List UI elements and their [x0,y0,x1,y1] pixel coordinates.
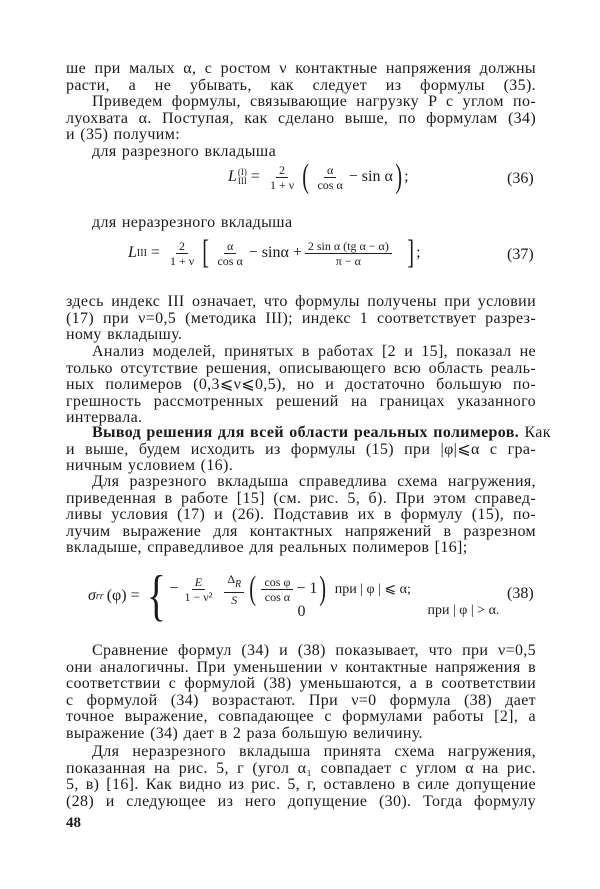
condition: при | φ | > α. [427,602,500,618]
text-line: Сравнение формул (34) и (38) показывает, что при ν=0,5 [92,642,536,659]
denominator: π − α [335,253,361,268]
formula-tail: ; [404,168,409,185]
cases [170,572,500,621]
paren-close: ) [395,158,402,195]
text-line: и выше, будем исходить из формулы (15) при |φ|⩽α с гра- [66,440,536,458]
formula-term: 0 [297,602,306,620]
formula-symbol: L [128,244,137,261]
formula-sub: III [136,247,147,259]
text-line: интервала. [66,409,143,427]
text-line: ных полимеров (0,3⩽ν⩽0,5), но и достаточно большую по- [66,376,536,394]
formula-eq: = [150,244,160,261]
text-line: 5, в) [16]. Как видно из рис. 5, г, оставлено в силе допущение [66,776,536,794]
fraction [224,572,244,607]
numerator: 2 [276,163,288,178]
page-number: 48 [66,815,81,831]
equation-number: (36) [507,170,534,187]
text-line: они аналогичны. При уменьшении ν контактные напряжения в [66,658,536,676]
text-line: луохвата α. Поступая, как сделано выше, по формулам (34) [66,109,536,127]
numerator: cos φ [261,575,293,590]
text-line: показанная на рис. 5, г (угол α₁ совпадает с углом α на рис. [66,759,536,777]
formula-38 [88,565,500,627]
case-2 [170,603,500,621]
denominator: 1 + ν [269,177,295,192]
text-line: для разрезного вкладыша [92,143,277,160]
brace: { [146,565,166,627]
formula-indices [238,168,247,186]
text-line: приведенная в работе [15] (см. рис. 5, б). При этом справед- [66,489,536,507]
formula-term: − sin α [348,168,393,185]
text-line: и (35) получим: [66,126,180,144]
paren-close: ) [319,570,327,607]
numerator: α [224,239,236,254]
fraction [314,163,345,192]
text-line: (17) при ν=0,5 (методика III); индекс 1 соответствует разрез- [66,309,536,327]
formula-eq: = [250,168,260,185]
formula-sub: R [235,578,242,590]
text-line: точное выражение, совпадающее с формулами работы [2], а [66,708,536,726]
denominator: cos α [217,253,243,268]
delta: Δ [227,571,236,586]
text-line: здесь индекс III означает, что формулы получены при условии [66,293,536,310]
fraction [305,239,392,268]
numerator [224,572,244,593]
text-line: вкладыше, справедливое для реальных полимеров [16]; [66,539,468,557]
fraction [267,163,297,192]
paren-open: ( [249,570,257,607]
formula-symbol: L [228,168,237,185]
case-1 [170,572,500,607]
denominator: cos α [264,589,291,604]
formula-term: − 1 [296,580,318,597]
formula-term: − [169,580,179,597]
text-line: ному вкладышу. [66,326,183,344]
formula-arg: (φ) = [106,587,140,604]
denominator: S [231,592,238,607]
equation-number: (38) [507,585,534,602]
paren-open: ( [302,158,310,195]
bracket-open: [ [202,234,210,271]
denominator: 1 − ν² [184,589,213,604]
formula-tail: ; [416,244,421,261]
section-heading: Вывод решения для всей области реальных полимеров. [92,424,520,441]
text-line: ничным условием (16). [66,457,234,475]
equation-number: (37) [507,246,534,263]
text-line: Анализ моделей, принятых в работах [2 и 15], показал не [92,343,536,360]
numerator: α [324,163,336,178]
text-line: соответствии с формулой (38) уменьшаются, а в соответствии [66,675,536,693]
fraction [261,575,293,604]
numerator: 2 [176,239,188,254]
denominator: 1 + ν [169,253,195,268]
text-line: Вывод решения для всей области реальных полимеров. Как [92,424,551,441]
numerator: 2 sin α (tg α − α) [305,239,392,254]
formula-36 [228,160,409,194]
fraction [182,575,216,604]
text-line: с формулой (34) возрастают. При ν=0 формула (38) дает [66,691,536,709]
text-line: выражение (34) дает в 2 раза большую величину. [66,725,423,742]
text-line: только отсутствие решения, описывающего всю область реаль- [66,359,536,377]
numerator: E [192,575,205,590]
text-line: расти, а не убывать, как следует из формулы (35). [66,76,536,94]
text-line: Для неразрезного вкладыша принята схема нагружения, [92,743,536,760]
text-line: Для разрезного вкладыша справедлива схема нагружения, [92,473,536,490]
fraction [214,239,245,268]
text-line: лучим выражение для контактных напряжений в разрезном [66,522,536,540]
text-line: (28) и следующее из него допущение (30). Тогда формулу [66,792,536,810]
text-line: ше при малых α, с ростом ν контактные напряжения должны [66,60,536,77]
text-line: ливы условия (17) и (26). Подставив их в формулу (15), по- [66,506,536,524]
formula-sub: III [237,176,247,186]
bracket-close: ] [407,234,414,271]
text-line: Приведем формулы, связывающие нагрузку P с углом по- [92,93,536,110]
text-line: грешность рассмотренных решений на границах указанного [66,392,536,410]
formula-sup: (I) [237,167,247,177]
formula-symbol: σ [88,587,96,604]
formula-term: − sinα + [248,244,302,261]
fraction [167,239,197,268]
formula-sub: rr [95,590,104,602]
condition: при | φ | ⩽ α; [334,581,411,597]
formula-37 [128,236,421,270]
denominator: cos α [317,177,343,192]
text-line: для неразрезного вкладыша [92,214,293,231]
